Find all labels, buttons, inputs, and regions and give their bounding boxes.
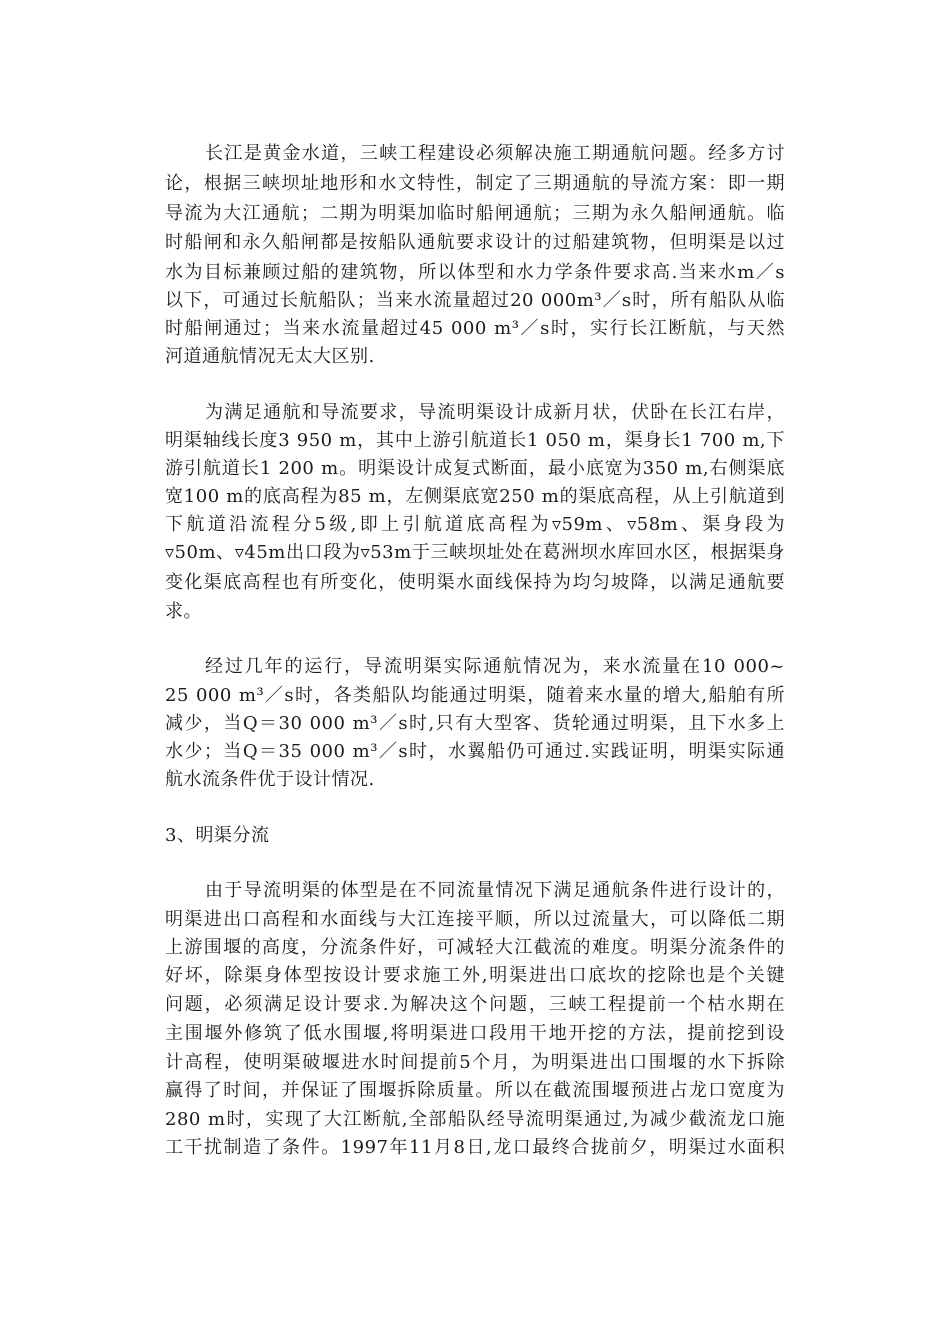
paragraph-2-line-7: 变化渠底高程也有所变化，使明渠水面线保持为均匀坡降，以满足通航要 <box>165 572 785 593</box>
paragraph-5-line-7: 计高程，使明渠破堰进水时间提前5个月，为明渠进出口围堰的水下拆除 <box>165 1052 785 1073</box>
paragraph-3-line-1: 经过几年的运行，导流明渠实际通航情况为，来水流量在10 000~ <box>205 656 785 677</box>
paragraph-5-line-2: 明渠进出口高程和水面线与大江连接平顺，所以过流量大，可以降低二期 <box>165 909 785 930</box>
paragraph-5-line-3: 上游围堰的高度，分流条件好，可减轻大江截流的难度。明渠分流条件的 <box>165 937 785 958</box>
paragraph-5-line-5: 问题，必须满足设计要求.为解决这个问题，三峡工程提前一个枯水期在 <box>165 994 785 1015</box>
paragraph-2-line-8: 求。 <box>165 601 202 622</box>
paragraph-1-line-5: 水为目标兼顾过船的建筑物，所以体型和水力学条件要求高.当来水m／s <box>165 262 785 283</box>
paragraph-5-line-8: 赢得了时间，并保证了围堰拆除质量。所以在截流围堰预进占龙口宽度为 <box>165 1080 785 1101</box>
paragraph-2-line-4: 宽100 m的底高程为85 m，左侧渠底宽250 m的渠底高程，从上引航道到 <box>165 486 785 507</box>
paragraph-2-line-5: 下航道沿流程分5级,即上引航道底高程为▿59m、▿58m、渠身段为 <box>165 514 785 535</box>
section-heading: 3、明渠分流 <box>165 825 270 846</box>
paragraph-1-line-6: 以下，可通过长航船队；当来水流量超过20 000m³／s时，所有船队从临 <box>165 290 785 311</box>
paragraph-3-line-5: 航水流条件优于设计情况. <box>165 769 375 790</box>
paragraph-1-line-3: 导流为大江通航；二期为明渠加临时船闸通航；三期为永久船闸通航。临 <box>165 203 785 224</box>
paragraph-3-line-4: 水少；当Q＝35 000 m³／s时，水翼船仍可通过.实践证明，明渠实际通 <box>165 741 785 762</box>
paragraph-1-line-2: 论，根据三峡坝址地形和水文特性，制定了三期通航的导流方案：即一期 <box>165 173 785 194</box>
paragraph-5-line-9: 280 m时，实现了大江断航,全部船队经导流明渠通过,为减少截流龙口施 <box>165 1109 785 1130</box>
paragraph-1-line-7: 时船闸通过；当来水流量超过45 000 m³／s时，实行长江断航，与天然 <box>165 318 785 339</box>
paragraph-2-line-1: 为满足通航和导流要求，导流明渠设计成新月状，伏卧在长江右岸， <box>205 402 785 423</box>
paragraph-5-line-4: 好坏，除渠身体型按设计要求施工外,明渠进出口底坎的挖除也是个关键 <box>165 965 785 986</box>
paragraph-3-line-3: 减少，当Q＝30 000 m³／s时,只有大型客、货轮通过明渠，且下水多上 <box>165 713 785 734</box>
paragraph-1-line-4: 时船闸和永久船闸都是按船队通航要求设计的过船建筑物，但明渠是以过 <box>165 232 785 253</box>
paragraph-1-line-8: 河道通航情况无太大区别. <box>165 346 375 367</box>
paragraph-2-line-2: 明渠轴线长度3 950 m，其中上游引航道长1 050 m，渠身长1 700 m,下 <box>165 430 785 451</box>
paragraph-5-line-10: 工干扰制造了条件。1997年11月8日,龙口最终合拢前夕，明渠过水面积 <box>165 1137 785 1158</box>
paragraph-5-line-6: 主围堰外修筑了低水围堰,将明渠进口段用干地开挖的方法，提前挖到设 <box>165 1023 785 1044</box>
paragraph-5-line-1: 由于导流明渠的体型是在不同流量情况下满足通航条件进行设计的， <box>205 880 785 901</box>
paragraph-1-line-1: 长江是黄金水道，三峡工程建设必须解决施工期通航问题。经多方讨 <box>205 143 785 164</box>
paragraph-2-line-6: ▿50m、▿45m出口段为▿53m于三峡坝址处在葛洲坝水库回水区，根据渠身 <box>165 542 785 563</box>
paragraph-2-line-3: 游引航道长1 200 m。明渠设计成复式断面，最小底宽为350 m,右侧渠底 <box>165 458 785 479</box>
paragraph-3-line-2: 25 000 m³／s时，各类船队均能通过明渠，随着来水量的增大,船舶有所 <box>165 685 785 706</box>
